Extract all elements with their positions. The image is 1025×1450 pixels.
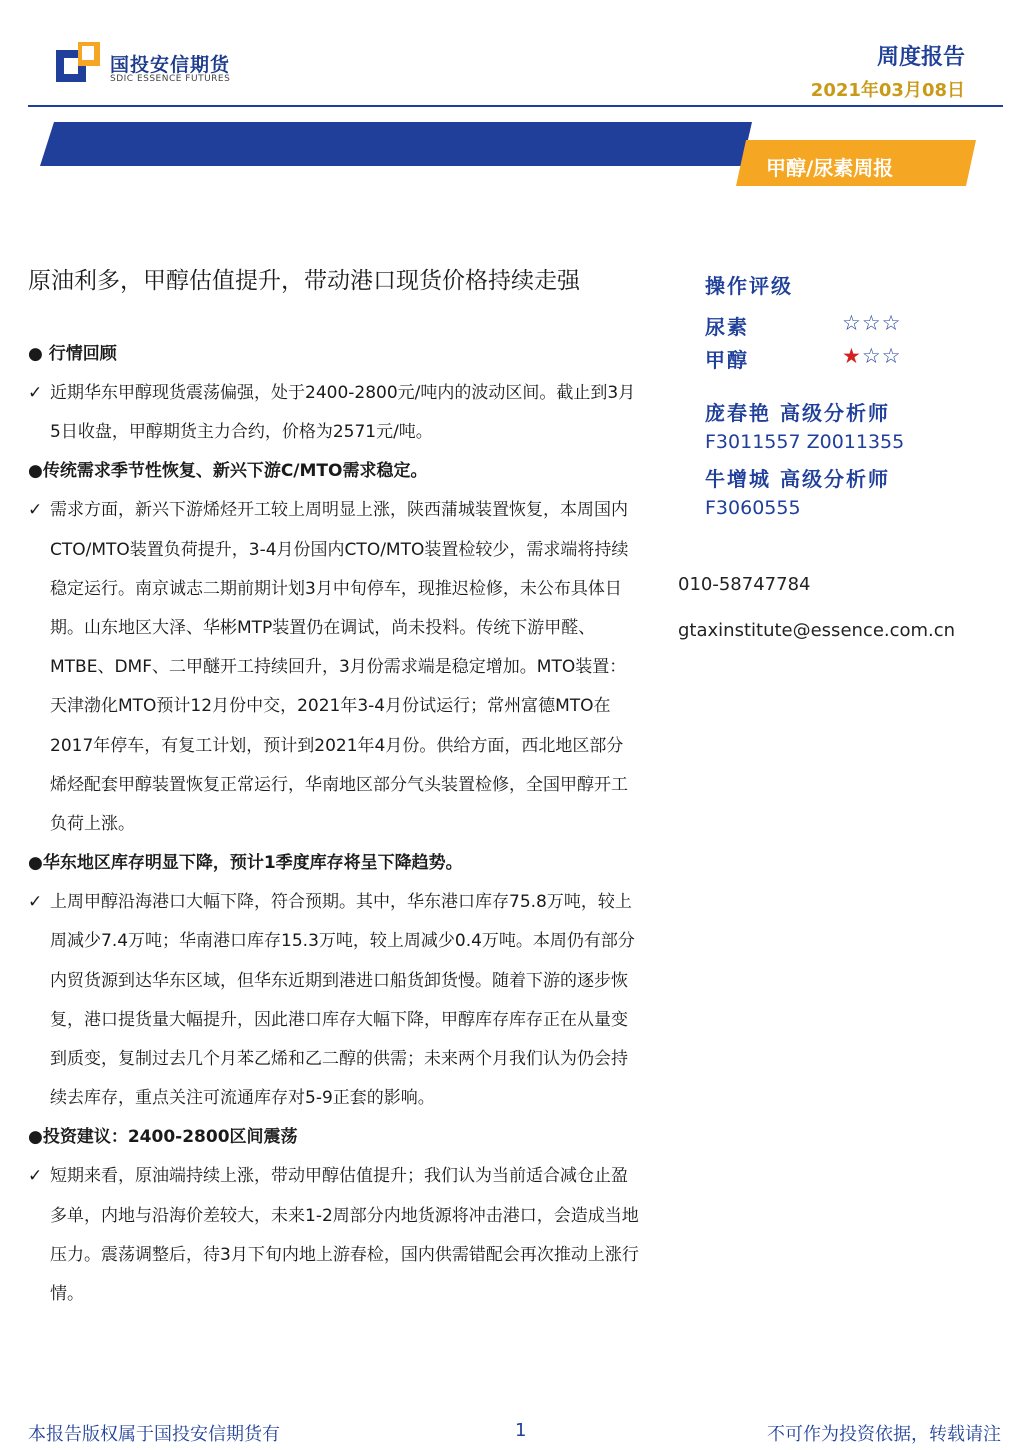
header-divider	[28, 105, 1003, 107]
section-title: ●华东地区库存明显下降，预计1季度库存将呈下降趋势。	[28, 853, 463, 874]
rating-row-methanol	[705, 340, 1005, 373]
sidebar	[705, 270, 1005, 529]
section-title: ●传统需求季节性恢复、新兴下游C/MTO需求稳定。	[28, 461, 428, 482]
paragraph: ✓ 上周甲醇沿海港口大幅下降，符合预期。其中，华东港口库存75.8万吨，较上周减少7.4万吨；华南港口库存15.3万吨，较上周减少0.4万吨。本周仍有部分内贸货源到达华东区域，但华东近期到港进口船货卸货慢。随着下游的逐步恢复，港口提货量大幅提升，因此港口库存大幅下降，甲醇库存库存正在从量变到质变，复制过去几个月苯乙烯和乙二醇的供需；未来两个月我们认为仍会持续去库存，重点关注可流通库存对5-9正套的影响。	[28, 883, 640, 1118]
star-rating	[842, 311, 901, 335]
analyst-license: F3011557 Z0011355	[705, 431, 905, 453]
logo-chinese-name: 国投安信期货	[110, 54, 231, 76]
section-title: ● 行情回顾	[28, 344, 117, 364]
star-empty-icon: ☆	[881, 344, 902, 368]
rating-name: 甲醇	[705, 348, 749, 372]
rating-title: 操作评级	[705, 274, 793, 298]
report-series-label: 甲醇/尿素周报	[766, 156, 894, 180]
contact-phone: 010-58747784	[678, 574, 811, 595]
star-empty-icon: ☆	[842, 311, 862, 335]
checkmark-icon: ✓	[28, 892, 43, 913]
report-headline: 原油利多，甲醇估值提升，带动港口现货价格持续走强	[28, 268, 580, 294]
footer-copyright: 本报告版权属于国投安信期货有	[28, 1424, 280, 1445]
paragraph: ✓ 短期来看，原油端持续上涨，带动甲醇估值提升；我们认为当前适合减仓止盈多单，内地与沿海价差较大，未来1-2周部分内地货源将冲击港口，会造成当地压力。震荡调整后，待3月下旬内地上游春检，国内供需错配会再次推动上涨行情。	[28, 1157, 640, 1314]
paragraph: ✓ 需求方面，新兴下游烯烃开工较上周明显上涨，陕西蒲城装置恢复，本周国内CTO/MTO装置负荷提升，3-4月份国内CTO/MTO装置检较少，需求端将持续稳定运行。南京诚志二期前期计划3月中旬停车，现推迟检修，未公布具体日期。山东地区大泽、华彬MTP装置仍在调试，尚未投料。传统下游甲醛、MTBE、DMF、二甲醚开工持续回升，3月份需求端是稳定增加。MTO装置：天津渤化MTO预计12月份中交，2021年3-4月份试运行；常州富德MTO在2017年停车，有复工计划，预计到2021年4月份。供给方面，西北地区部分烯烃配套甲醇装置恢复正常运行，华南地区部分气头装置检修，全国甲醇开工负荷上涨。	[28, 491, 640, 844]
section-investment-advice	[28, 1118, 640, 1314]
section-market-review	[28, 335, 640, 452]
star-filled-icon: ★	[842, 344, 862, 368]
contact-email[interactable]: gtaxinstitute@essence.com.cn	[678, 620, 956, 641]
analyst-license: F3060555	[705, 497, 801, 519]
footer-disclaimer: 不可作为投资依据，转载请注	[767, 1424, 1001, 1445]
checkmark-icon: ✓	[28, 383, 43, 403]
checkmark-icon: ✓	[28, 1166, 43, 1187]
rating-name: 尿素	[705, 315, 749, 339]
star-rating	[842, 344, 901, 368]
logo-english-name: SDIC ESSENCE FUTURES	[110, 74, 231, 84]
company-logo-icon	[56, 42, 100, 82]
analyst-name: 牛增城 高级分析师	[705, 467, 890, 491]
checkmark-icon: ✓	[28, 500, 43, 521]
page-number: 1	[515, 1420, 527, 1441]
section-demand	[28, 452, 640, 844]
report-type: 周度报告	[876, 45, 965, 70]
report-body	[28, 335, 640, 1314]
section-inventory	[28, 844, 640, 1118]
paragraph: ✓ 近期华东甲醇现货震荡偏强，处于2400-2800元/吨内的波动区间。截止到3月5日收盘，甲醇期货主力合约，价格为2571元/吨。	[28, 374, 640, 452]
star-empty-icon: ☆	[861, 311, 882, 335]
analyst-name: 庞春艳 高级分析师	[705, 401, 890, 425]
star-empty-icon: ☆	[881, 311, 902, 335]
report-date: 2021年03月08日	[810, 80, 965, 101]
rating-row-urea	[705, 307, 1005, 340]
section-title: ●投资建议：2400-2800区间震荡	[28, 1127, 298, 1148]
star-empty-icon: ☆	[861, 344, 882, 368]
